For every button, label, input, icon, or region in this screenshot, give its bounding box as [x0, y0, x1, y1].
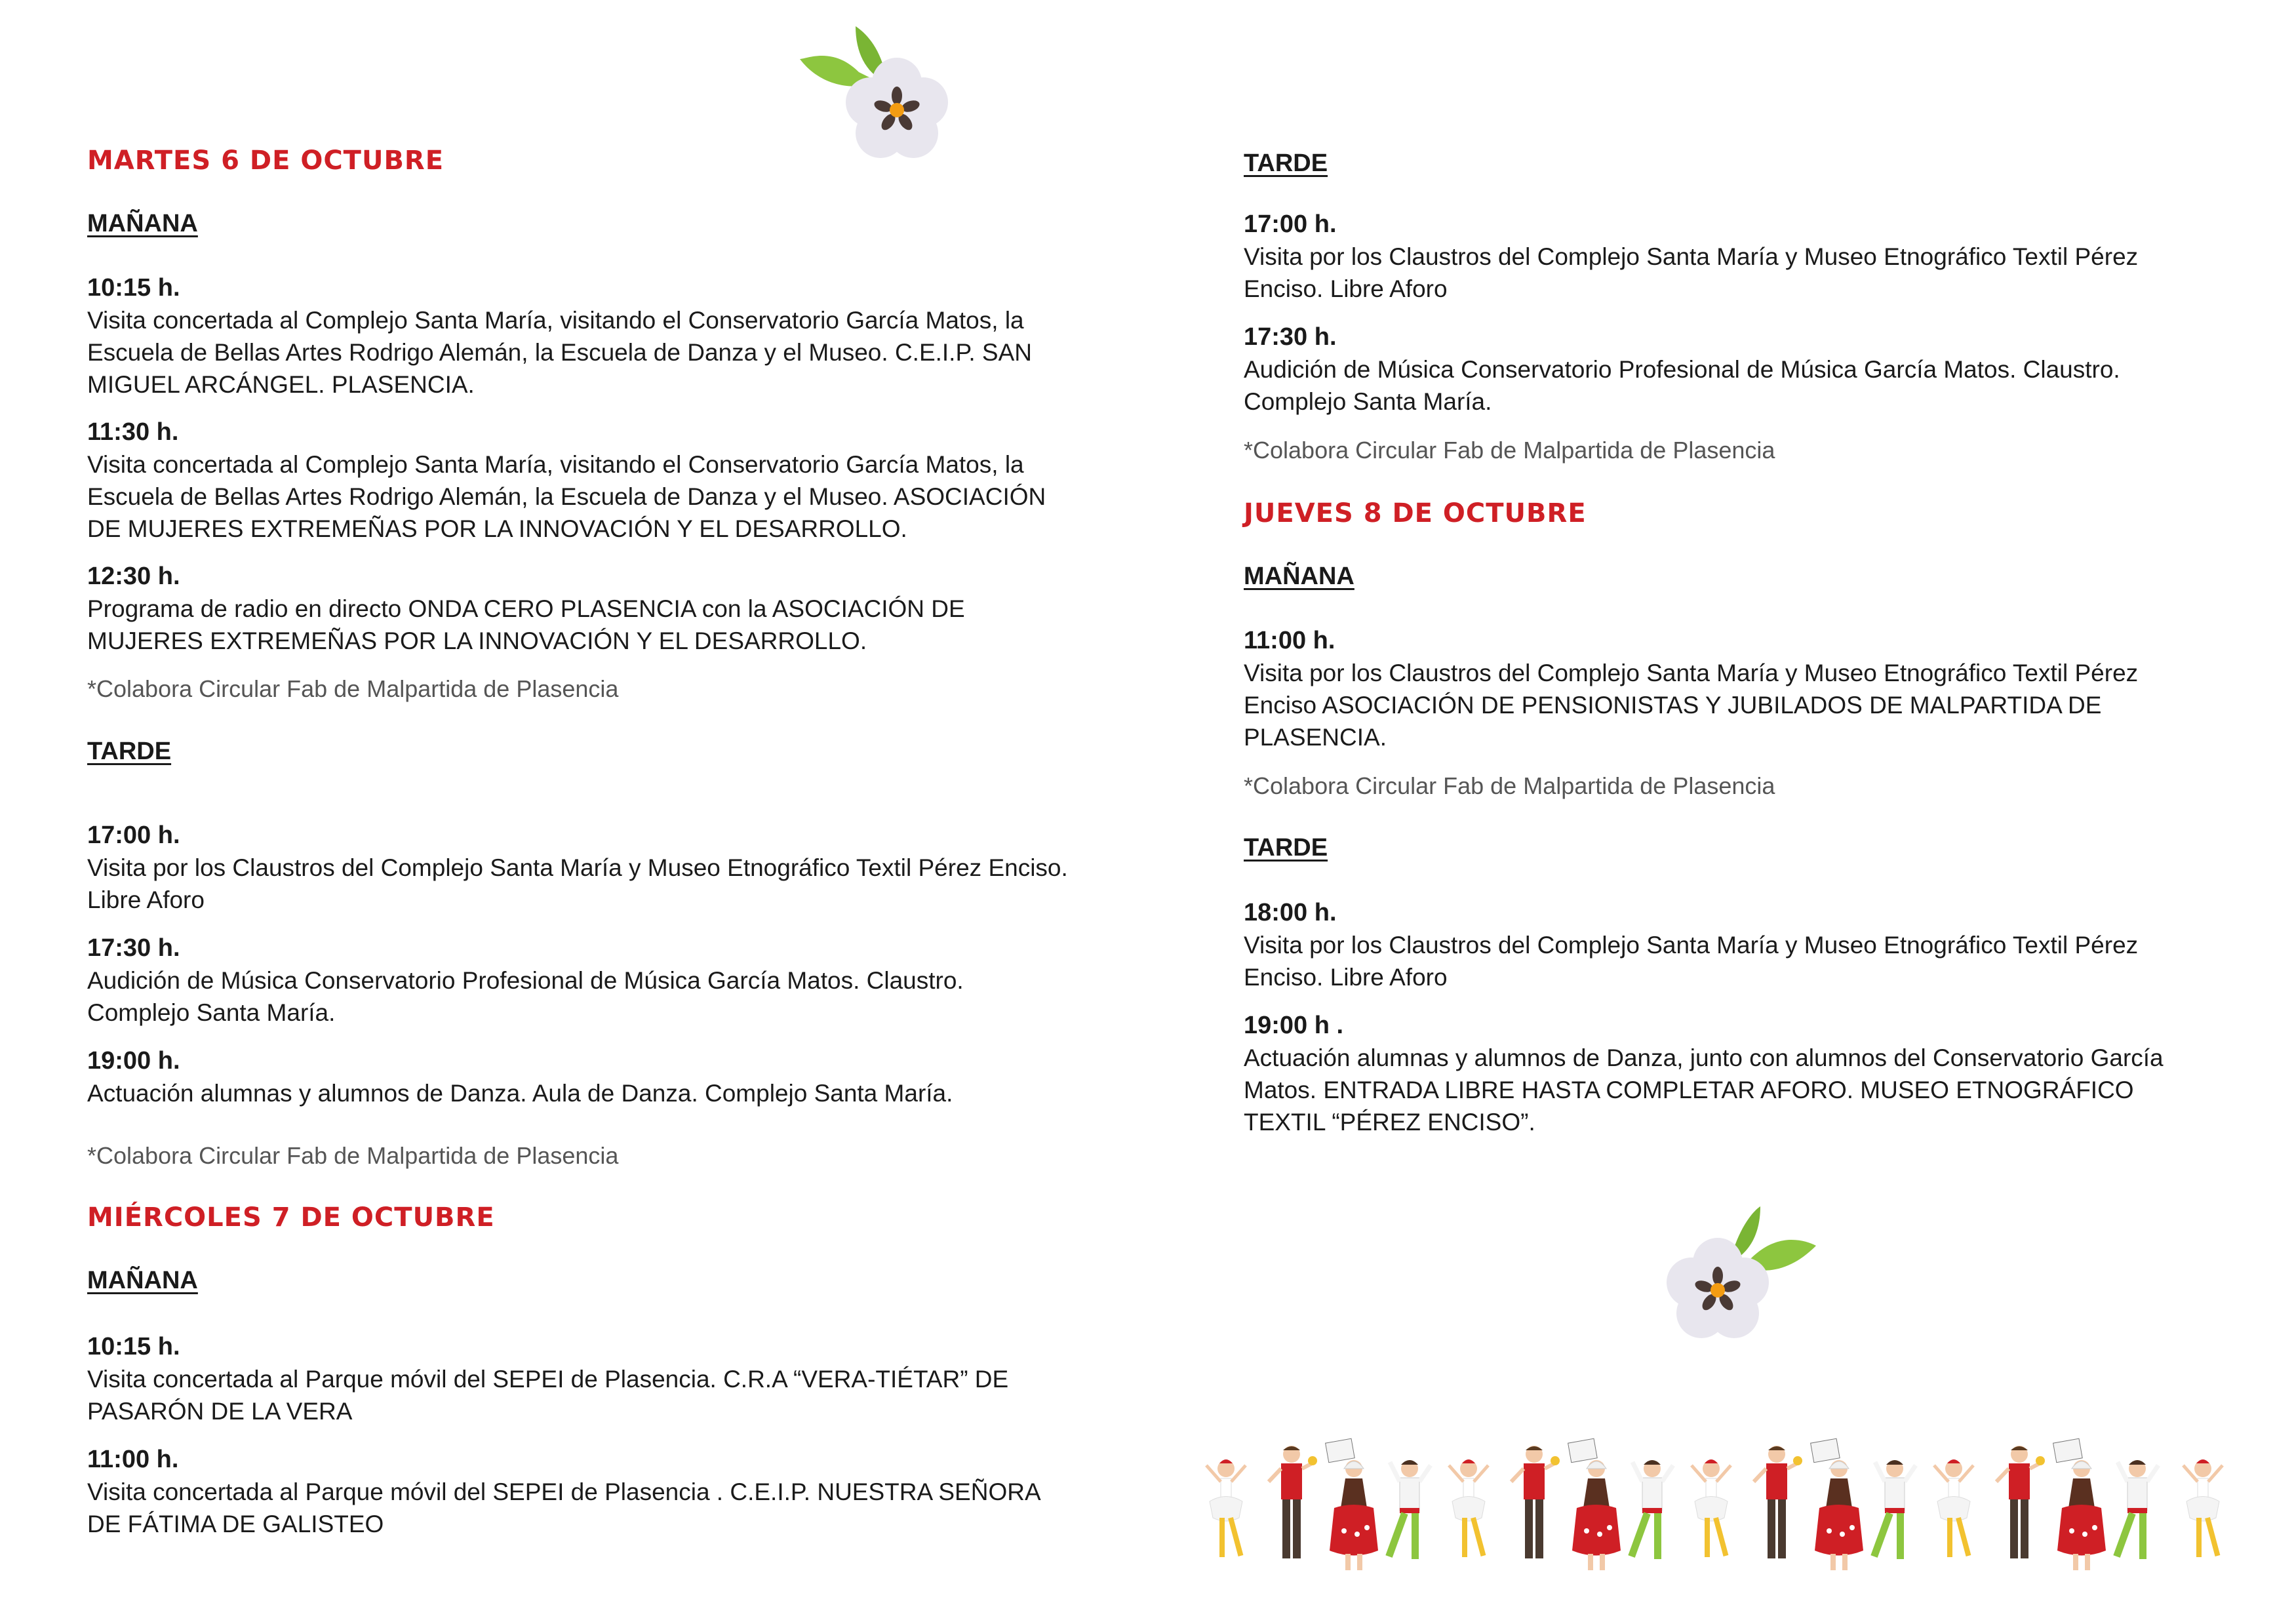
event — [87, 561, 1071, 657]
event-time: 19:00 h . — [1244, 1012, 1344, 1039]
event-description: Visita por los Claustros del Complejo Santa María y Museo Etnográfico Textil Pérez Enciso ASOCIACIÓN DE PENSIONISTAS Y JUBILADOS DE MALPARTIDA DE PLASENCIA. — [1244, 660, 2139, 751]
event-description: Visita por los Claustros del Complejo Santa María y Museo Etnográfico Textil Pérez Enciso. Libre Aforo — [1244, 243, 2139, 302]
period-heading: TARDE — [1244, 834, 1328, 862]
event — [1244, 208, 2207, 305]
event-description: Actuación alumnas y alumnos de Danza, junto con alumnos del Conservatorio García Matos. ENTRADA LIBRE HASTA COMPLETAR AFORO. MUSEO ETNOGRÁFICO TEXTIL “PÉREZ ENCISO”. — [1244, 1044, 2164, 1136]
event — [87, 416, 1071, 545]
event-time: 12:30 h. — [87, 563, 180, 590]
flower-icon — [1652, 1200, 1823, 1344]
period-heading: MAÑANA — [87, 210, 198, 237]
event-time: 17:30 h. — [1244, 323, 1337, 351]
event-description: Visita concertada al Parque móvil del SEPEI de Plasencia. C.R.A “VERA-TIÉTAR” DE PASARÓN DE LA VERA — [87, 1366, 1009, 1425]
event — [87, 1045, 1071, 1109]
day-heading: MIÉRCOLES 7 DE OCTUBRE — [87, 1202, 495, 1233]
event — [1244, 321, 2207, 418]
event-description: Visita concertada al Complejo Santa María, visitando el Conservatorio García Matos, la Escuela de Bellas Artes Rodrigo Alemán, la Escuela de Danza y el Museo. ASOCIACIÓN DE MUJERES EXTREMEÑAS POR LA INNOVACIÓN Y EL DESARROLLO. — [87, 451, 1046, 542]
flower-icon — [793, 20, 964, 164]
event-description: Audición de Música Conservatorio Profesional de Música García Matos. Claustro. Complejo Santa María. — [87, 967, 964, 1026]
day-heading: MARTES 6 DE OCTUBRE — [87, 146, 445, 176]
event — [1244, 1010, 2207, 1138]
event-description: Visita concertada al Parque móvil del SEPEI de Plasencia . C.E.I.P. NUESTRA SEÑORA DE FÁTIMA DE GALISTEO — [87, 1478, 1040, 1537]
event — [87, 272, 1071, 401]
sponsor-note: *Colabora Circular Fab de Malpartida de Plasencia — [1244, 772, 1775, 799]
event-time: 17:00 h. — [87, 822, 180, 849]
event — [1244, 625, 2207, 753]
event-description: Visita por los Claustros del Complejo Santa María y Museo Etnográfico Textil Pérez Enciso. Libre Aforo — [87, 854, 1068, 913]
period-heading: MAÑANA — [87, 1267, 198, 1294]
period-heading: MAÑANA — [1244, 563, 1355, 590]
event-description: Visita por los Claustros del Complejo Santa María y Museo Etnográfico Textil Pérez Enciso. Libre Aforo — [1244, 932, 2139, 991]
event — [1244, 897, 2207, 993]
event-time: 17:30 h. — [87, 934, 180, 962]
event-time: 19:00 h. — [87, 1047, 180, 1075]
sponsor-note: *Colabora Circular Fab de Malpartida de Plasencia — [1244, 437, 1775, 464]
event-time: 10:15 h. — [87, 274, 180, 302]
event-description: Actuación alumnas y alumnos de Danza. Aula de Danza. Complejo Santa María. — [87, 1080, 953, 1107]
event-description: Audición de Música Conservatorio Profesional de Música García Matos. Claustro. Complejo Santa María. — [1244, 356, 2120, 415]
sponsor-note: *Colabora Circular Fab de Malpartida de Plasencia — [87, 675, 619, 702]
period-heading: TARDE — [1244, 149, 1328, 177]
sponsor-note: *Colabora Circular Fab de Malpartida de Plasencia — [87, 1142, 619, 1169]
event-time: 11:00 h. — [1244, 627, 1335, 654]
event-time: 10:15 h. — [87, 1333, 180, 1360]
event — [87, 932, 1071, 1029]
event — [87, 820, 1071, 916]
event-time: 18:00 h. — [1244, 899, 1337, 926]
event-time: 11:30 h. — [87, 418, 179, 446]
day-heading: JUEVES 8 DE OCTUBRE — [1244, 498, 1587, 528]
event-time: 11:00 h. — [87, 1446, 179, 1473]
event-description: Programa de radio en directo ONDA CERO PLASENCIA con la ASOCIACIÓN DE MUJERES EXTREMEÑAS POR LA INNOVACIÓN Y EL DESARROLLO. — [87, 595, 965, 654]
event — [87, 1331, 1071, 1427]
event — [87, 1444, 1071, 1540]
period-heading: TARDE — [87, 738, 172, 765]
event-time: 17:00 h. — [1244, 210, 1337, 238]
event-description: Visita concertada al Complejo Santa María, visitando el Conservatorio García Matos, la Escuela de Bellas Artes Rodrigo Alemán, la Escuela de Danza y el Museo. C.E.I.P. SAN MIGUEL ARCÁNGEL. PLASENCIA. — [87, 307, 1033, 398]
dancers-illustration — [1200, 1429, 2262, 1606]
